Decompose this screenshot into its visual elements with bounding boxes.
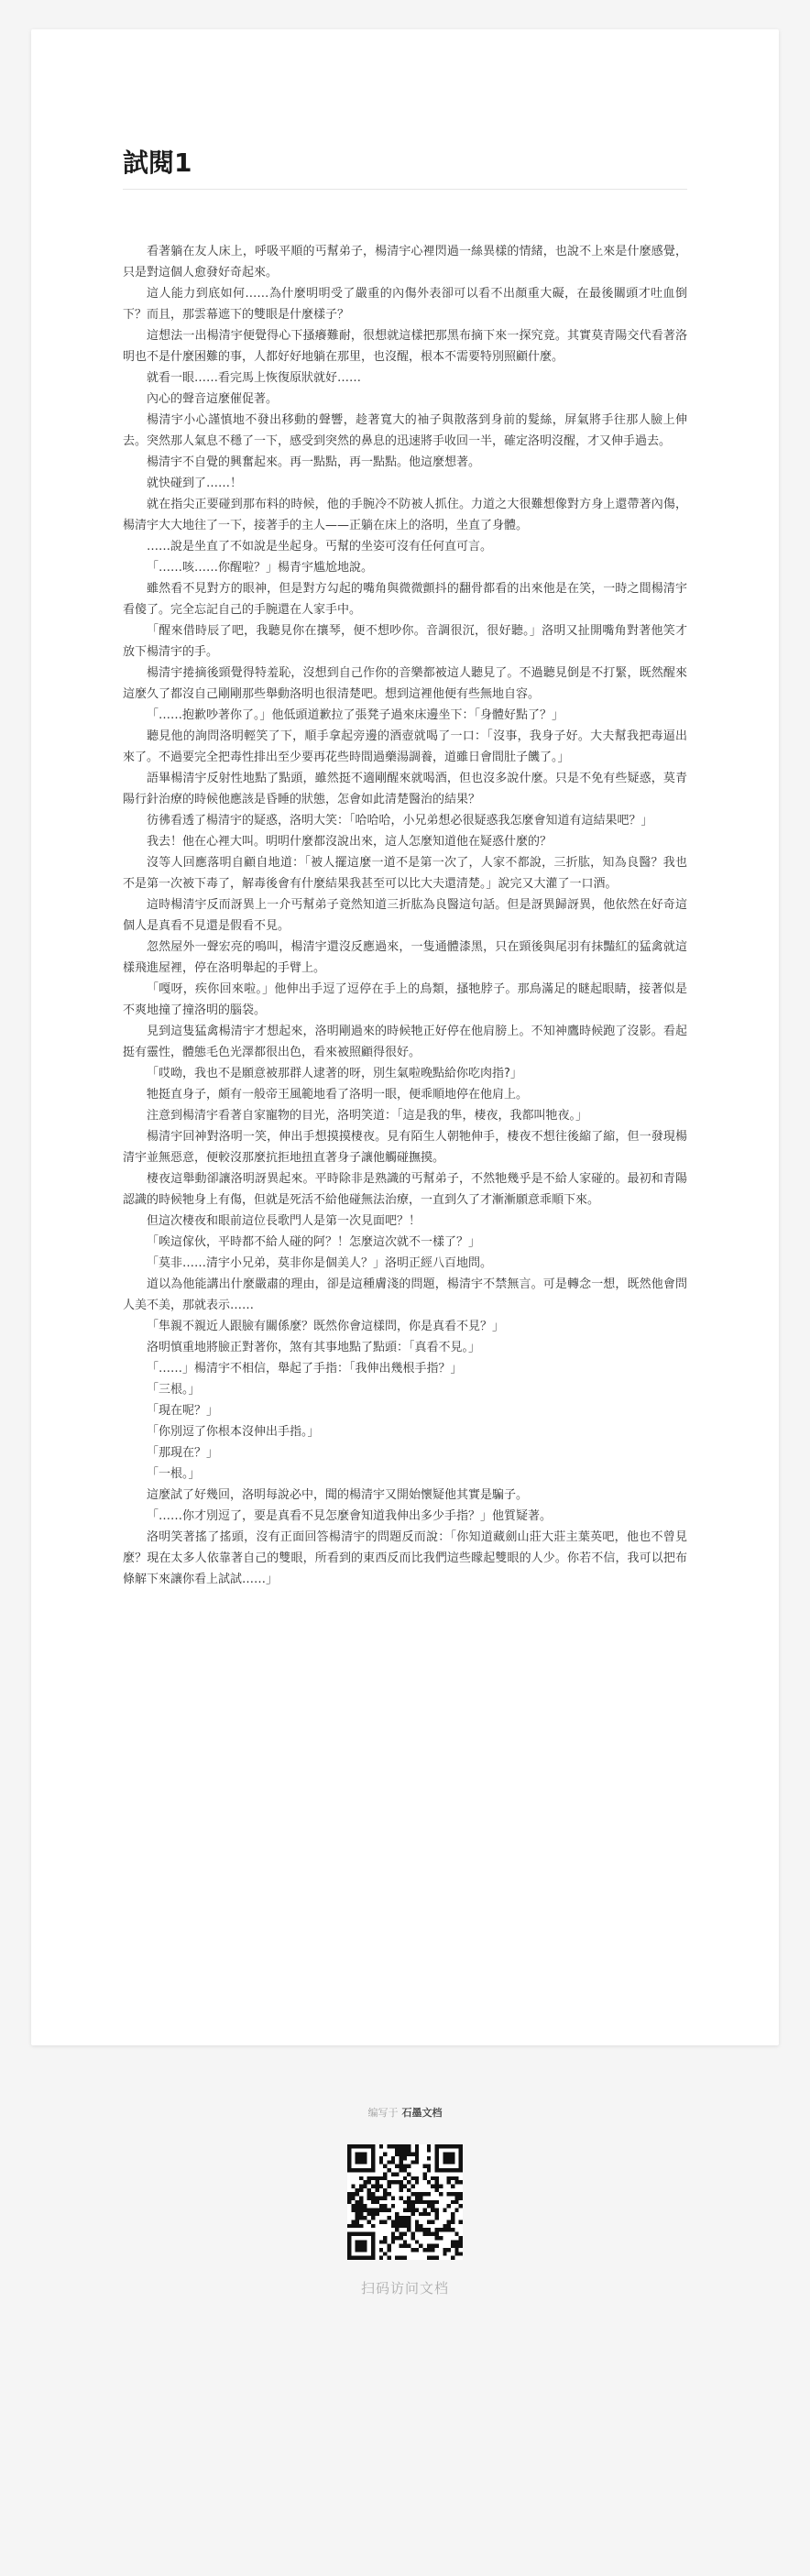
paragraph: 「現在呢？」: [147, 1404, 219, 1418]
paragraph: 「……抱歉吵著你了。」他低頭道歉拉了張凳子過來床邊坐下：「身體好點了？」: [147, 708, 564, 722]
paragraph: 道以為他能講出什麼嚴肅的理由，卻是這種膚淺的問題，楊清宇不禁無言。可是轉念一想，既然他會問人美不美，那就表示……: [123, 1277, 687, 1312]
paragraph: 忽然屋外一聲宏亮的鳴叫，楊清宇還沒反應過來，一隻通體漆黑，只在頸後與尾羽有抹豔紅的猛禽就這樣飛進屋裡，停在洛明舉起的手臂上。: [123, 940, 687, 975]
paragraph: 洛明慎重地將臉正對著你，煞有其事地點了點頭：「真看不見。」: [147, 1341, 481, 1354]
paragraph: 楊清宇小心謹慎地不發出移動的聲響，趁著寬大的袖子與散落到身前的髮絲，屏氣將手往那人臉上伸去。突然那人氣息不穩了一下，感受到突然的鼻息的迅速將手收回一半，確定洛明沒醒，才又伸手過去。: [123, 413, 687, 448]
paragraph: 這想法一出楊清宇便覺得心下搔癢難耐，很想就這樣把那黑布摘下來一探究竟。其實莫青陽交代看著洛明也不是什麼困難的事，人都好好地躺在那里，也沒醒，根本不需要特別照顧什麼。: [123, 329, 687, 364]
paragraph: 「莫非……清宇小兄弟，莫非你是個美人？」洛明正經八百地問。: [147, 1256, 493, 1270]
paragraph: 雖然看不見對方的眼神，但是對方勾起的嘴角與微微顫抖的翻骨都看的出來他是在笑，一時之間楊清宇看傻了。完全忘記自己的手腕還在人家手中。: [123, 582, 687, 617]
paragraph: 就在指尖正要碰到那布料的時候，他的手腕冷不防被人抓住。力道之大很難想像對方身上還帶著內傷，楊清宇大大地往了一下，接著手的主人——正躺在床上的洛明，坐直了身體。: [123, 498, 687, 532]
scan-caption: 扫码访问文档: [360, 2280, 449, 2296]
footer-credit: [0, 2106, 810, 2121]
paragraph: 「那現在？」: [147, 1446, 219, 1460]
paragraph: 「……咳……你醒啦？」楊青宇尴尬地說。: [147, 561, 374, 575]
paragraph: 這時楊清宇反而訝異上一介丐幫弟子竟然知道三折肱為良醫這句話。但是訝異歸訝異，他依然在好奇這個人是真看不見還是假看不見。: [123, 898, 687, 933]
title-divider: [123, 189, 687, 190]
paragraph: 見到這隻猛禽楊清宇才想起來，洛明剛過來的時候牠正好停在他肩膀上。不知神鷹時候跑了沒影。看起挺有靈性，體態毛色光澤都很出色，看來被照顧得很好。: [123, 1025, 687, 1059]
footer-brand: 石墨文档: [401, 2107, 443, 2119]
qr-code-icon[interactable]: [347, 2144, 463, 2260]
paragraph: 牠挺直身子，頗有一般帝王風範地看了洛明一眼，便乖順地停在他肩上。: [147, 1088, 529, 1102]
document-title: 試閱1: [123, 148, 192, 178]
paragraph: 就看一眼……看完馬上恢復原狀就好……: [147, 371, 362, 385]
paragraph: 這人能力到底如何……為什麼明明受了嚴重的內傷外表卻可以看不出顏重大礙，在最後關頭才吐血倒下？而且，那雲幕遮下的雙眼是什麼樣子？: [123, 287, 687, 322]
paragraph: 我去！他在心裡大叫。明明什麼都沒說出來，這人怎麼知道他在疑惑什麼的？: [147, 835, 553, 849]
paragraph: 聽見他的詢問洛明輕笑了下，順手拿起旁邊的酒壺就喝了一口：「沒事，我身子好。大夫幫我把毒逼出來了。不過要完全把毒性排出至少要再花些時間過藥湯調養，道雖日會間肚子饑了。」: [123, 729, 687, 764]
paragraph: ……說是坐直了不如說是坐起身。丐幫的坐姿可沒有任何直可言。: [147, 540, 493, 554]
paragraph: 注意到楊清宇看著自家寵物的目光，洛明笑道：「這是我的隼，棲夜，我都叫牠夜。」: [147, 1109, 588, 1123]
paragraph: 語畢楊清宇反射性地點了點頭，雖然挺不適剛醒來就喝酒，但也沒多說什麼。只是不免有些疑惑，莫青陽行針治療的時候他應該是昏睡的狀態，怎會如此清楚醫治的結果？: [123, 772, 687, 806]
paragraph: 「醒來借時辰了吧，我聽見你在攘琴，便不想吵你。音調很沉，很好聽。」洛明又扯開嘴角對著他笑才放下楊清宇的手。: [123, 624, 687, 659]
paragraph: 「哎呦，我也不是願意被那群人逮著的呀，別生氣啦晚點給你吃肉指?」: [147, 1067, 522, 1080]
paragraph: 楊清宇回神對洛明一笑，伸出手想摸摸棲夜。見有陌生人朝牠伸手，棲夜不想往後縮了縮，但一發現楊清宇並無惡意，便較沒那麼抗拒地扭直著身子讓他觸碰撫摸。: [123, 1130, 687, 1165]
paragraph: 「隼親不親近人跟臉有關係麼？既然你會這樣問，你是真看不見？」: [147, 1320, 505, 1333]
paragraph: 就快碰到了……！: [147, 477, 243, 490]
paragraph: 「……」楊清宇不相信，舉起了手指：「我伸出幾根手指？」: [147, 1362, 463, 1376]
paragraph: 楊清宇捲摘後頸覺得特羞恥，沒想到自己作你的音樂都被這人聽見了。不過聽見倒是不打緊，既然醒來這麼久了都沒自己剛剛那些舉動洛明也很清楚吧。想到這裡他便有些無地自容。: [123, 666, 687, 701]
paragraph: 「嘎呀，疾你回來啦。」他伸出手逗了逗停在手上的鳥類，搔牠脖子。那鳥滿足的瞇起眼睛，接著似是不爽地撞了撞洛明的腦袋。: [123, 982, 687, 1017]
paragraph: 但這次棲夜和眼前這位長歌門人是第一次見面吧？！: [147, 1214, 421, 1228]
page-footer: [0, 2062, 810, 2297]
paragraph: 這麼試了好幾回，洛明每說必中，聞的楊清宇又開始懷疑他其實是騙子。: [147, 1488, 529, 1502]
paragraph: 「三根。」: [147, 1383, 201, 1397]
document-page: [31, 29, 779, 2045]
paragraph: 彷彿看透了楊清宇的疑惑，洛明大笑：「哈哈哈，小兄弟想必很疑惑我怎麼會知道有這結果吧？」: [147, 814, 653, 828]
paragraph: 「唉這傢伙，平時都不給人碰的阿？！怎麼這次就不一樣了？」: [147, 1235, 481, 1249]
document-body: [123, 241, 687, 1590]
paragraph: 「一根。」: [147, 1467, 201, 1481]
paragraph: 「你別逗了你根本沒伸出手指。」: [147, 1425, 320, 1439]
paragraph: 沒等人回應落明自顧自地道：「被人擺這麼一道不是第一次了，人家不都說，三折肱，知為良醫？我也不是第一次被下毒了，解毒後會有什麼結果我甚至可以比大夫還清楚。」說完又大灌了一口酒。: [123, 856, 687, 891]
paragraph: 看著躺在友人床上，呼吸平順的丐幫弟子，楊清宇心裡閃過一絲異樣的情緒，也說不上來是什麼感覺，只是對這個人愈發好奇起來。: [123, 245, 687, 280]
paragraph: 棲夜這舉動卻讓洛明訝異起來。平時除非是熟識的丐幫弟子，不然牠幾乎是不給人家碰的。最初和青陽認識的時候牠身上有傷，但就是死活不給他碰無法治療，一直到久了才漸漸願意乖順下來。: [123, 1172, 687, 1207]
paragraph: 楊清宇不自覺的興奮起來。再一點點，再一點點。他這麼想著。: [147, 455, 481, 469]
paragraph: 「……你才別逗了，要是真看不見怎麼會知道我伸出多少手指？」他質疑著。: [147, 1509, 553, 1523]
paragraph: 洛明笑著搖了搖頭，沒有正面回答楊清宇的問題反而說：「你知道藏劍山莊大莊主葉英吧，他也不曾見麼？現在太多人依靠著自己的雙眼，所看到的東西反而比我們這些矇起雙眼的人少。你若不信，我可以把布條解下來讓你看上試試……」: [123, 1530, 687, 1586]
paragraph: 內心的聲音這麼催促著。: [147, 392, 279, 406]
footer-prefix: 编写于: [367, 2107, 399, 2119]
